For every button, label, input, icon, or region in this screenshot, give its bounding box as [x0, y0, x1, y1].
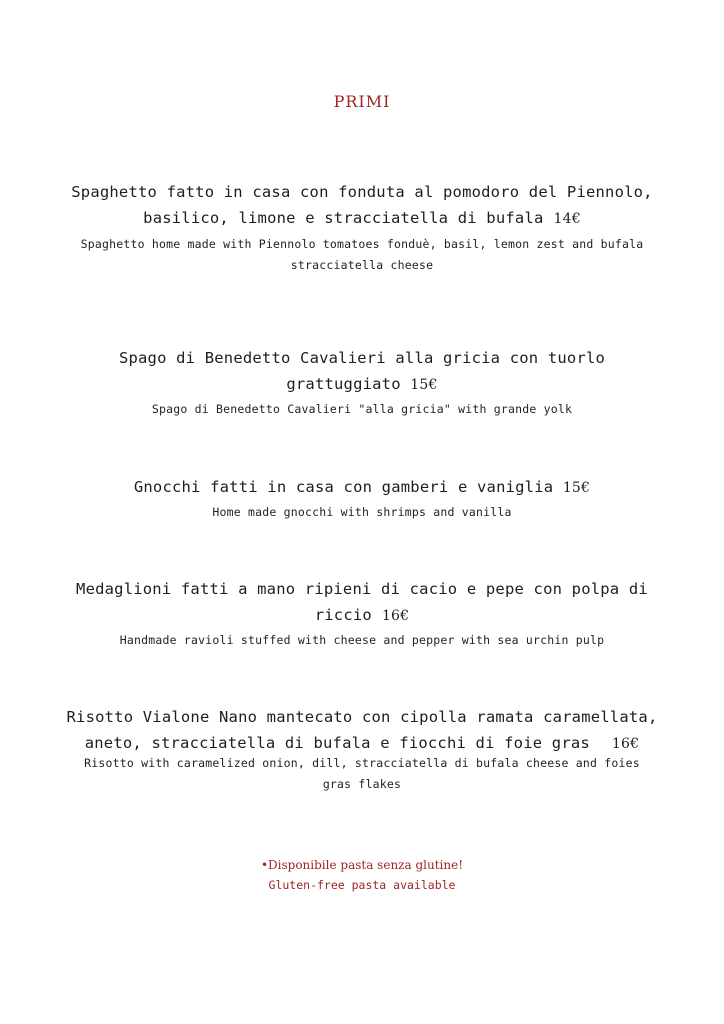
dish-price: 15€ — [410, 377, 438, 393]
dish-price: 16€ — [611, 736, 640, 752]
dish-description-line: Risotto with caramelized onion, dill, stracciatella di bufala cheese and foies — [84, 756, 640, 770]
dish-description-en — [40, 399, 684, 420]
dish-name-line: grattuggiato — [286, 375, 401, 393]
section-title: PRIMI — [333, 92, 391, 111]
dish-gnocchi — [40, 474, 684, 523]
dish-name-line: basilico, limone e stracciatella di bufala — [143, 209, 544, 227]
dish-name-line: Spaghetto fatto in casa con fonduta al pomodoro del Piennolo, — [71, 183, 653, 201]
dish-medaglioni — [40, 576, 684, 651]
dish-price: 15€ — [562, 480, 591, 496]
dish-price: 16€ — [381, 608, 410, 624]
dish-name-line: Spago di Benedetto Cavalieri alla gricia con tuorlo — [118, 349, 606, 367]
dish-name-line: riccio — [314, 606, 372, 624]
dish-description-line: Spago di Benedetto Cavalieri "alla gricia" with grande yolk — [151, 402, 573, 416]
dish-description-en — [40, 502, 684, 523]
dish-name-line: Risotto Vialone Nano mantecato con cipolla ramata caramellata, — [66, 708, 658, 726]
dish-description-line: Home made gnocchi with shrimps and vanilla — [212, 505, 512, 519]
dish-name-it — [40, 576, 684, 629]
dish-name-line: aneto, stracciatella di bufala e fiocchi di foie gras — [84, 734, 590, 752]
dish-name-line: Medaglioni fatti a mano ripieni di cacio e pepe con polpa di — [76, 580, 648, 598]
dish-description-line: gras flakes — [322, 777, 402, 791]
dish-name-it — [40, 704, 684, 757]
dish-price: 14€ — [553, 211, 581, 227]
dish-description-line: Handmade ravioli stuffed with cheese and pepper with sea urchin pulp — [119, 633, 605, 647]
dish-spaghetto — [40, 179, 684, 276]
dish-name-it — [40, 179, 684, 232]
gluten-free-note-it: •Disponibile pasta senza glutine! — [260, 858, 464, 872]
dish-description-line: stracciatella cheese — [290, 258, 434, 272]
dish-description-en — [40, 234, 684, 276]
dish-description-en — [40, 630, 684, 651]
dish-description-line: Spaghetto home made with Piennolo tomatoes fonduè, basil, lemon zest and bufala — [80, 237, 644, 251]
gluten-free-note-en: Gluten-free pasta available — [268, 878, 456, 892]
dish-risotto — [40, 704, 684, 795]
dish-name-it — [40, 474, 684, 501]
dish-name-line: Gnocchi fatti in casa con gamberi e vaniglia — [133, 478, 554, 496]
dish-spago — [40, 345, 684, 420]
dish-name-it — [40, 345, 684, 398]
dish-description-en — [40, 753, 684, 795]
